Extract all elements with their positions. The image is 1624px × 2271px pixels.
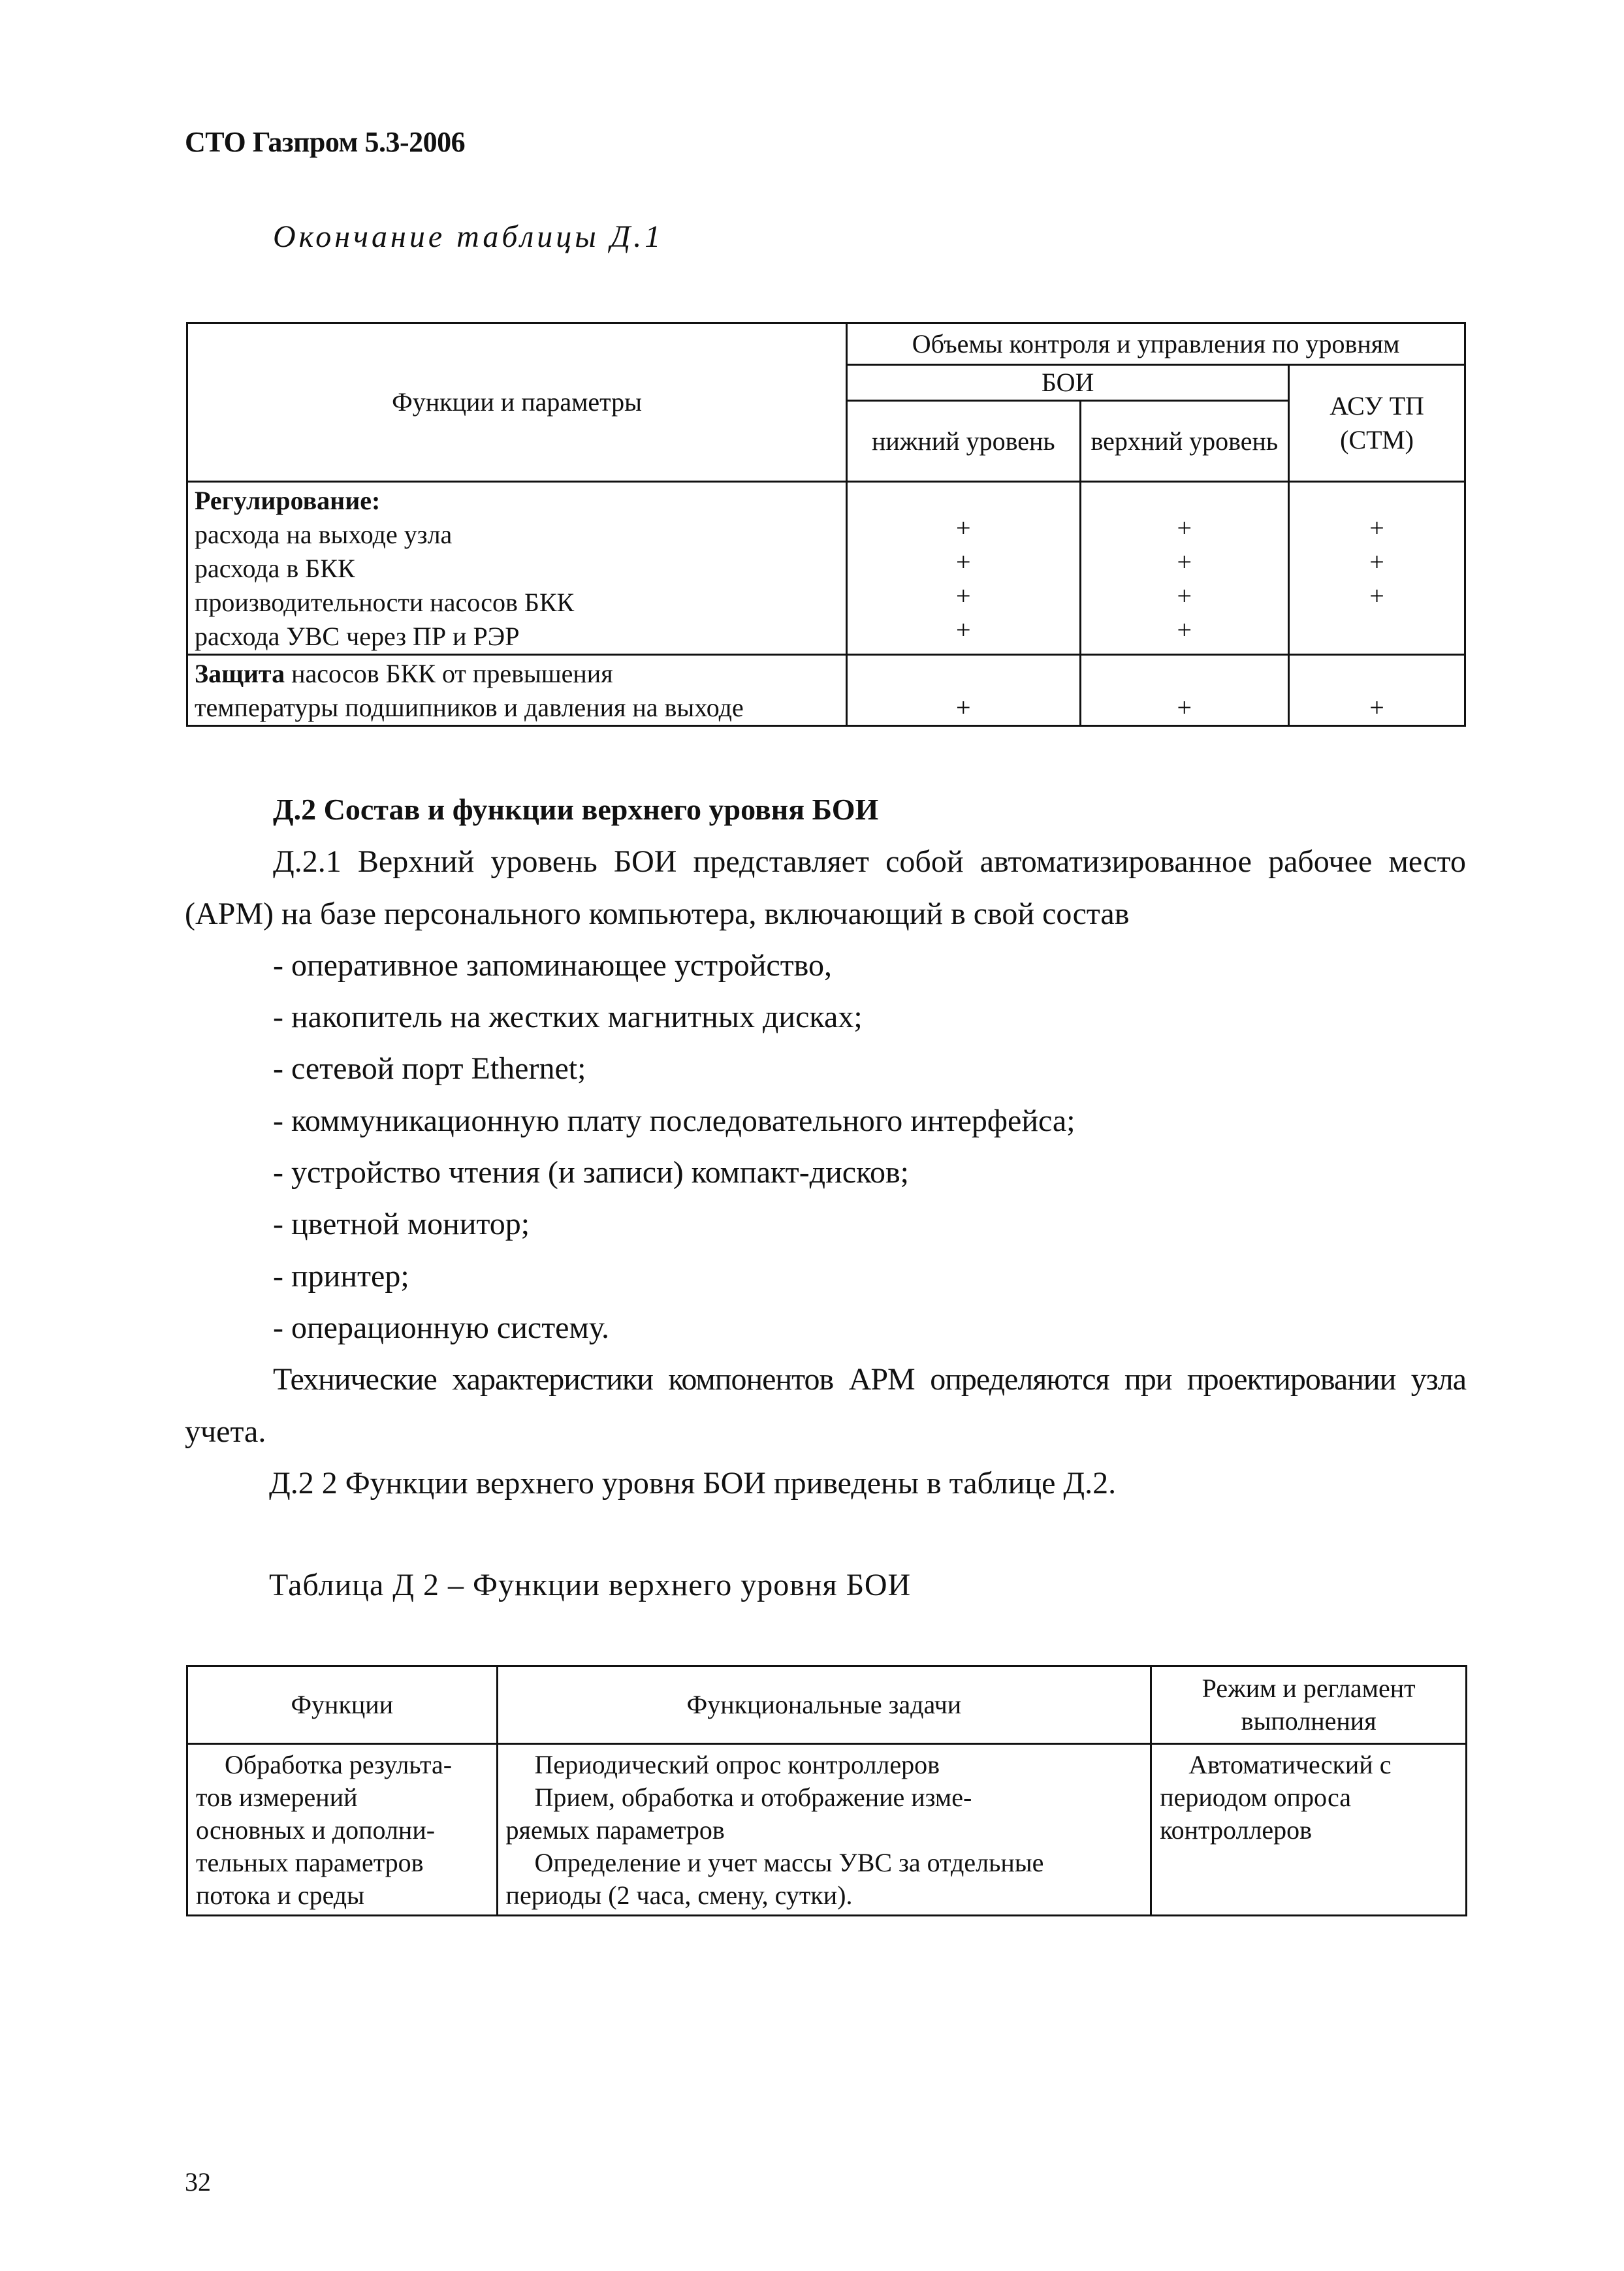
text-line: потока и среды [196,1881,365,1910]
regulation-params [187,482,847,655]
bullet-item: - устройство чтения (и записи) компакт-дисков; [273,1155,909,1190]
plus-mark: + [1369,581,1384,611]
bullet-item: - накопитель на жестких магнитных дисках; [273,1000,863,1034]
text-line: Определение и учет массы УВС за отдельные [534,1848,1044,1877]
text-line: ряемых параметров [505,1815,725,1845]
table1-head-volumes: Объемы контроля и управления по уровням [847,323,1465,365]
table2-head-tasks: Функциональные задачи [497,1666,1151,1744]
regulation-acs [1289,482,1465,655]
table2-cell-functions [187,1744,498,1916]
document-header: СТО Газпром 5.3-2006 [185,126,466,158]
text-line: тов измерений [196,1783,358,1812]
protection-params [187,655,847,726]
protection-line1: насосов БКК от превышения [285,659,613,688]
plus-mark: + [956,513,971,543]
bullet-item: - оперативное запоминающее устройство, [273,948,833,983]
param-item: расхода УВС через ПР и РЭР [195,622,520,651]
protection-upper: + [1080,655,1289,726]
text-line: Прием, обработка и отображение изме- [534,1783,972,1812]
bullet-item: - цветной монитор; [273,1207,530,1241]
param-item: расхода на выходе узла [195,520,453,549]
paragraph-d21-line2: (АРМ) на базе персонального компьютера, включающий в свой состав [185,897,1130,931]
plus-mark: + [1177,513,1192,543]
table2-cell-tasks [497,1744,1151,1916]
bullet-item: - принтер; [273,1259,409,1294]
plus-mark: + [1369,513,1384,543]
table2-head-functions: Функции [187,1666,498,1744]
bullet-item: - сетевой порт Ethernet; [273,1051,586,1086]
param-item: расхода в БКК [195,554,355,583]
text-line: основных и дополни- [196,1815,436,1845]
table-d2 [186,1665,1467,1916]
text-line: контроллеров [1160,1815,1313,1845]
table1-head-acs: АСУ ТП (СТМ) [1289,365,1465,482]
section-heading: Д.2 Состав и функции верхнего уровня БОИ [273,793,879,826]
regulation-lower [847,482,1080,655]
regulation-title: Регулирование: [195,486,381,515]
paragraph-d21-line1: Д.2.1 Верхний уровень БОИ представляет собой автоматизированное рабочее место [273,844,1466,879]
page-number: 32 [185,2167,211,2197]
protection-line2: температуры подшипников и давления на выходе [195,693,744,722]
table2-cell-mode [1151,1744,1467,1916]
table1-head-boi: БОИ [847,365,1289,401]
protection-lower: + [847,655,1080,726]
plus-mark: + [1177,581,1192,611]
protection-acs: + [1289,655,1465,726]
protection-title: Защита [195,659,285,688]
plus-mark: + [956,547,971,577]
bullet-item: - коммуникационную плату последовательного интерфейса; [273,1104,1075,1138]
table1-head-lower: нижний уровень [847,401,1080,482]
plus-mark: + [1177,547,1192,577]
plus-mark: + [956,615,971,644]
paragraph-d22: Д.2 2 Функции верхнего уровня БОИ приведены в таблице Д.2. [269,1466,1117,1501]
bullet-item: - операционную систему. [273,1310,610,1345]
text-line: Автоматический с [1188,1750,1392,1779]
table-d1 [186,322,1466,727]
param-item: производительности насосов БКК [195,588,575,617]
table1-head-upper: верхний уровень [1080,401,1289,482]
table2-head-mode: Режим и регламент выполнения [1151,1666,1467,1744]
plus-mark: + [956,581,971,611]
paragraph-tech-line1: Технические характеристики компонентов АРМ определяются при проектировании узла [273,1362,1466,1397]
table1-head-functions: Функции и параметры [187,323,847,482]
plus-mark: + [1177,615,1192,644]
regulation-upper [1080,482,1289,655]
text-line: Периодический опрос контроллеров [534,1750,940,1779]
text-line: тельных параметров [196,1848,424,1877]
plus-mark: + [1369,547,1384,577]
text-line: периодом опроса [1160,1783,1351,1812]
table2-caption: Таблица Д 2 – Функции верхнего уровня БОИ [269,1568,912,1602]
text-line: периоды (2 часа, смену, сутки). [505,1881,853,1910]
table1-caption: Окончание таблицы Д.1 [273,219,664,254]
paragraph-tech-line2: учета. [185,1414,266,1449]
text-line: Обработка результа- [225,1750,453,1779]
